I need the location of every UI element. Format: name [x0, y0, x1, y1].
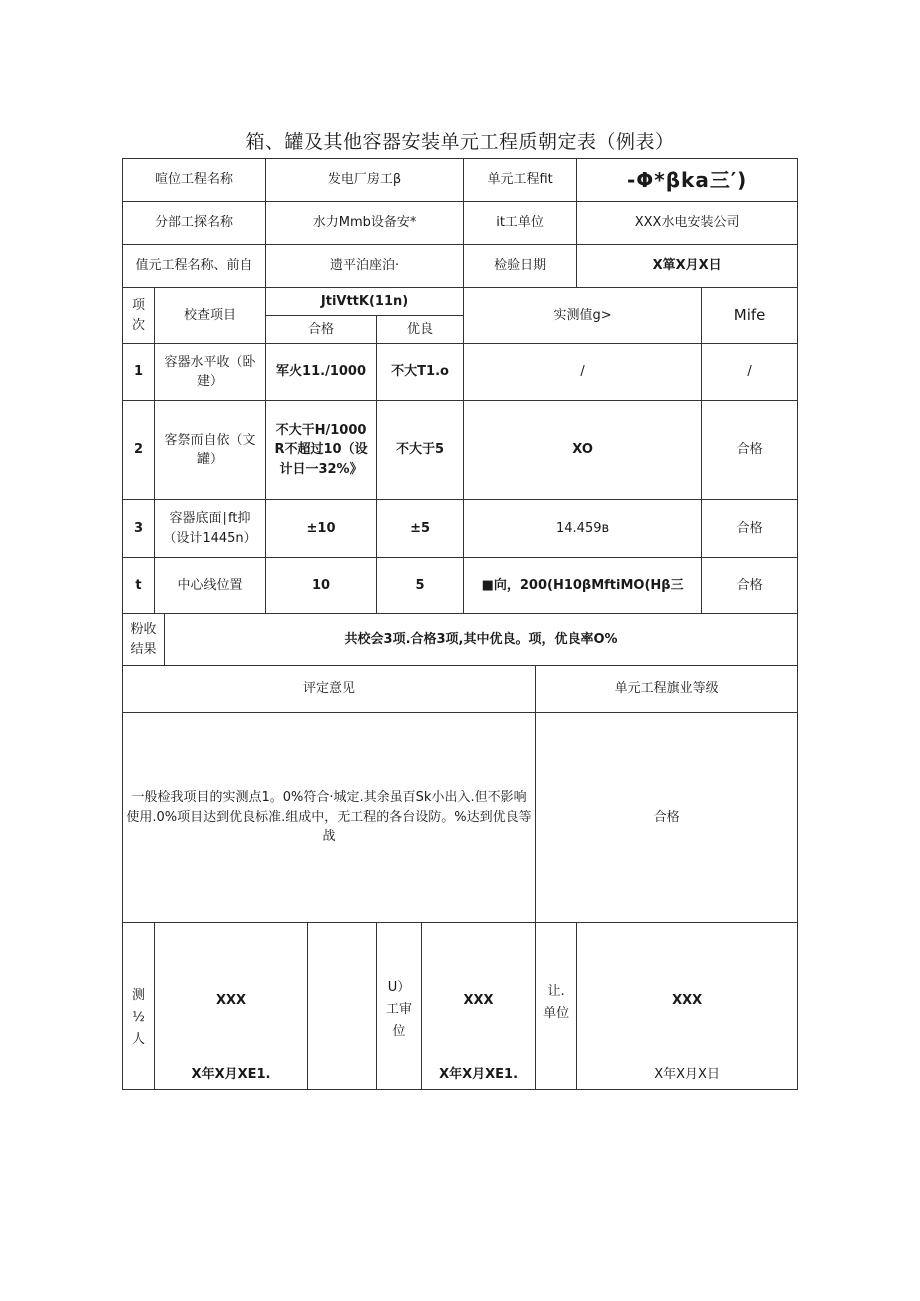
table-row	[123, 558, 798, 614]
table-row	[123, 500, 798, 558]
column-header-row-1	[123, 288, 798, 316]
signature-label-supervision	[536, 923, 577, 1090]
signature-name: XXX	[672, 993, 703, 1008]
sig2-label-line3: 位	[392, 1024, 406, 1040]
row-excellent: 5	[377, 558, 464, 614]
evaluation-grade-header: 单元工程旗业等级	[536, 666, 798, 713]
signature-date: X年X月XE1.	[439, 1067, 519, 1082]
row-qualified: ±10	[266, 500, 377, 558]
evaluation-grade-value: 合格	[536, 713, 798, 923]
column-measured: 实测值g>	[464, 288, 702, 344]
unit-project-code-label: 单元工程fit	[464, 159, 577, 202]
row-no: 3	[123, 500, 155, 558]
inspection-result-label: 粉收结果	[123, 614, 165, 666]
unit-element-label: 值元工程名称、前自	[123, 245, 266, 288]
quality-evaluation-table	[122, 158, 798, 1090]
signature-spacer	[308, 923, 377, 1090]
row-no: 2	[123, 401, 155, 500]
sig3-label-line1: 让.	[547, 984, 565, 999]
column-no	[123, 288, 155, 344]
signature-name: XXX	[463, 993, 494, 1008]
construction-unit-value: XXX水电安装公司	[577, 202, 798, 245]
signature-name: XXX	[215, 993, 247, 1008]
row-no: 1	[123, 344, 155, 401]
inspection-result-text: 共校会3项.合格3项,其中优良。项，优良率O%	[165, 614, 798, 666]
evaluation-header-row	[123, 666, 798, 713]
inspection-date-label: 检验日期	[464, 245, 577, 288]
unit-project-name-value: 发电厂房工β	[266, 159, 464, 202]
evaluation-opinion-header: 评定意见	[123, 666, 536, 713]
row-result: 合格	[702, 500, 798, 558]
row-result: 合格	[702, 558, 798, 614]
row-qualified: 军火11./1000	[266, 344, 377, 401]
row-qualified	[266, 401, 377, 500]
evaluation-opinion-text: 一般检我项目的实测点1。0%符合·城定.其余虽百Sk小出入.但不影响使用.0%项目达到优良标准.组成中，无工程的各台设防。%达到优良等战	[123, 713, 536, 923]
signature-block-construction	[422, 923, 536, 1090]
header-row-division	[123, 202, 798, 245]
row-measured: /	[464, 344, 702, 401]
unit-project-code-value: -Φ*βkа三′)	[577, 159, 798, 202]
inspection-date-value: X箪X月X日	[577, 245, 798, 288]
table-row	[123, 401, 798, 500]
signature-date: X年X月X日	[654, 1067, 720, 1082]
division-name-label: 分部工探名称	[123, 202, 266, 245]
construction-unit-label: it工单位	[464, 202, 577, 245]
inspection-result-row	[123, 614, 798, 666]
sig3-label-line2: 单位	[543, 1006, 570, 1022]
row-item: 容器水平收（卧建）	[155, 344, 266, 401]
row-item: 中心线位置	[155, 558, 266, 614]
signature-date: X年X月XE1.	[191, 1067, 271, 1082]
row-item	[155, 500, 266, 558]
unit-project-name-label: 喧位工程名称	[123, 159, 266, 202]
column-no-line2: 次	[131, 317, 145, 333]
row-measured: ■向，200(H10βMftiMO(Hβ三	[464, 558, 702, 614]
page-title: 箱、罐及其他容器安装单元工程质朝定表（例表）	[245, 131, 675, 153]
row-excellent: ±5	[377, 500, 464, 558]
column-qualified: 合格	[266, 316, 377, 344]
column-item: 校查项目	[155, 288, 266, 344]
row-qualified: 10	[266, 558, 377, 614]
row-measured: XO	[464, 401, 702, 500]
column-standard: JtiVttK(11n)	[266, 288, 464, 316]
header-row-unit-project	[123, 159, 798, 202]
row-excellent: 不大于5	[377, 401, 464, 500]
row-excellent: 不大T1.o	[377, 344, 464, 401]
header-row-unit-element	[123, 245, 798, 288]
row-no: t	[123, 558, 155, 614]
sig2-label-line2: 工审	[386, 1002, 413, 1018]
evaluation-body-row	[123, 713, 798, 923]
column-no-line1: 项	[131, 298, 145, 313]
row-item-line1: 容器底面∣ft抑	[169, 511, 251, 526]
signature-label-inspector	[123, 923, 155, 1090]
unit-element-value: 遗平泊座泊·	[266, 245, 464, 288]
row-result: 合格	[702, 401, 798, 500]
signature-block-supervision	[577, 923, 798, 1090]
signature-block-inspector	[155, 923, 308, 1090]
sig1-label-line2: 人	[131, 1032, 145, 1048]
sig2-label-line1: U）	[387, 980, 411, 995]
signature-row	[123, 923, 798, 1090]
row-item: 客祭而自依（文罐）	[155, 401, 266, 500]
division-name-value: 水力Mmb设备安*	[266, 202, 464, 245]
sig1-label-line1: 测½	[131, 988, 145, 1026]
row-measured: 14.459в	[464, 500, 702, 558]
signature-label-construction	[377, 923, 422, 1090]
row-qualified-line2: R不超过10（设计日一32%》	[274, 442, 368, 477]
table-row	[123, 344, 798, 401]
column-excellent: 优良	[377, 316, 464, 344]
row-result: /	[702, 344, 798, 401]
row-qualified-line1: 不大干H/1000	[275, 422, 367, 438]
column-result: Mife	[702, 288, 798, 344]
row-item-line2: （设计1445n）	[163, 530, 257, 546]
